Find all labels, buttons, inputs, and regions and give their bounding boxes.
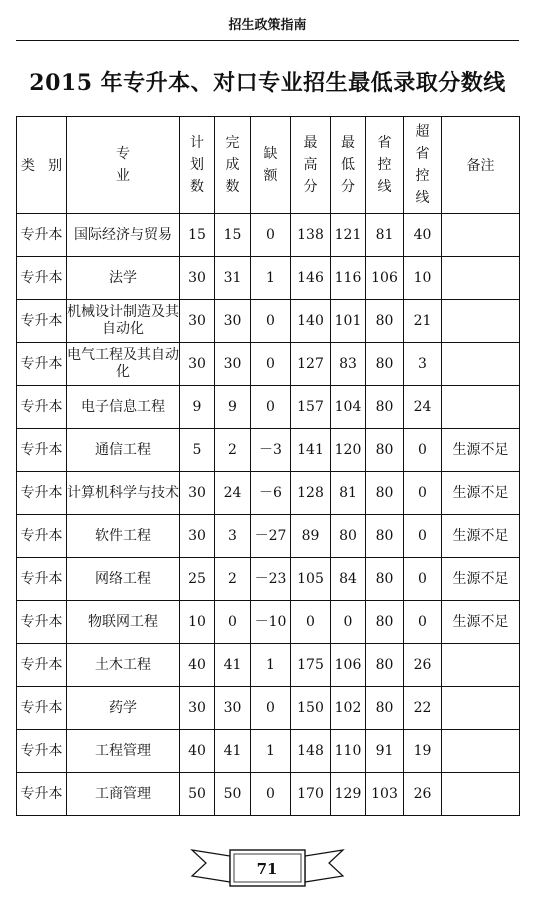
cell-category: 专升本 [17,644,67,687]
cell-completed: 15 [215,214,251,257]
cell-major: 通信工程 [67,429,180,472]
cell-plan: 30 [180,343,215,386]
cell-major: 工程管理 [67,730,180,773]
cell-min-score: 121 [331,214,366,257]
cell-max-score: 128 [291,472,331,515]
cell-min-score: 129 [331,773,366,816]
cell-remark [442,386,520,429]
header-max-score: 最 高 分 [291,117,331,214]
cell-min-score: 120 [331,429,366,472]
header-remark: 备注 [442,117,520,214]
cell-min-score: 84 [331,558,366,601]
cell-major: 药学 [67,687,180,730]
cell-plan: 5 [180,429,215,472]
cell-remark [442,214,520,257]
cell-remark: 生源不足 [442,429,520,472]
cell-plan: 25 [180,558,215,601]
cell-above-line: 21 [404,300,442,343]
cell-min-score: 104 [331,386,366,429]
cell-shortfall: 1 [251,257,291,300]
cell-completed: 3 [215,515,251,558]
cell-plan: 40 [180,644,215,687]
cell-min-score: 102 [331,687,366,730]
cell-min-score: 106 [331,644,366,687]
cell-max-score: 105 [291,558,331,601]
cell-completed: 0 [215,601,251,644]
cell-category: 专升本 [17,601,67,644]
cell-shortfall: 0 [251,300,291,343]
cell-above-line: 0 [404,472,442,515]
cell-max-score: 150 [291,687,331,730]
cell-above-line: 26 [404,773,442,816]
cell-major: 国际经济与贸易 [67,214,180,257]
table-header-row [17,117,520,214]
cell-shortfall: －6 [251,472,291,515]
cell-remark [442,644,520,687]
cell-control-line: 106 [366,257,404,300]
cell-plan: 30 [180,515,215,558]
cell-category: 专升本 [17,687,67,730]
cell-plan: 10 [180,601,215,644]
header-major: 专 业 [67,117,180,214]
cell-plan: 30 [180,257,215,300]
page-title: 2015 年专升本、对口专业招生最低录取分数线 [29,70,506,96]
cell-control-line: 91 [366,730,404,773]
cell-category: 专升本 [17,773,67,816]
cell-major: 电气工程及其自动化 [67,343,180,386]
cell-remark [442,773,520,816]
cell-min-score: 116 [331,257,366,300]
cell-category: 专升本 [17,300,67,343]
cell-category: 专升本 [17,730,67,773]
cell-category: 专升本 [17,472,67,515]
cell-shortfall: －27 [251,515,291,558]
cell-above-line: 0 [404,515,442,558]
cell-major: 物联网工程 [67,601,180,644]
header-control-line: 省 控 线 [366,117,404,214]
cell-control-line: 80 [366,558,404,601]
page-number: 71 [256,860,278,878]
cell-min-score: 0 [331,601,366,644]
table-row [17,257,520,300]
cell-min-score: 83 [331,343,366,386]
table-row [17,515,520,558]
cell-max-score: 175 [291,644,331,687]
cell-major: 电子信息工程 [67,386,180,429]
cell-category: 专升本 [17,214,67,257]
cell-plan: 50 [180,773,215,816]
cell-shortfall: －10 [251,601,291,644]
table-row [17,601,520,644]
cell-shortfall: 0 [251,214,291,257]
cell-remark: 生源不足 [442,472,520,515]
cell-above-line: 3 [404,343,442,386]
cell-completed: 50 [215,773,251,816]
cell-max-score: 170 [291,773,331,816]
cell-max-score: 141 [291,429,331,472]
cell-remark: 生源不足 [442,601,520,644]
cell-above-line: 0 [404,558,442,601]
cell-above-line: 19 [404,730,442,773]
cell-remark: 生源不足 [442,558,520,601]
cell-category: 专升本 [17,429,67,472]
cell-shortfall: 0 [251,687,291,730]
running-header: 招生政策指南 [228,18,307,33]
cell-remark [442,343,520,386]
cell-plan: 15 [180,214,215,257]
cell-min-score: 110 [331,730,366,773]
cell-plan: 30 [180,687,215,730]
cell-shortfall: 1 [251,644,291,687]
cell-max-score: 157 [291,386,331,429]
cell-remark [442,687,520,730]
cell-control-line: 103 [366,773,404,816]
cell-max-score: 127 [291,343,331,386]
cell-control-line: 80 [366,386,404,429]
header-min-score: 最 低 分 [331,117,366,214]
cell-major: 工商管理 [67,773,180,816]
cell-max-score: 146 [291,257,331,300]
cell-plan: 30 [180,472,215,515]
cell-category: 专升本 [17,558,67,601]
header-divider [16,40,519,41]
cell-plan: 9 [180,386,215,429]
cell-major: 网络工程 [67,558,180,601]
score-table [16,116,520,816]
cell-remark [442,730,520,773]
cell-major: 土木工程 [67,644,180,687]
cell-major: 软件工程 [67,515,180,558]
cell-completed: 41 [215,730,251,773]
cell-max-score: 148 [291,730,331,773]
header-plan: 计 划 数 [180,117,215,214]
cell-control-line: 80 [366,644,404,687]
cell-remark: 生源不足 [442,515,520,558]
cell-above-line: 0 [404,429,442,472]
cell-completed: 30 [215,300,251,343]
cell-max-score: 140 [291,300,331,343]
cell-category: 专升本 [17,386,67,429]
cell-shortfall: －23 [251,558,291,601]
table-row [17,730,520,773]
cell-min-score: 101 [331,300,366,343]
table-row [17,558,520,601]
cell-min-score: 80 [331,515,366,558]
cell-major: 机械设计制造及其自动化 [67,300,180,343]
cell-max-score: 89 [291,515,331,558]
table-row [17,429,520,472]
cell-remark [442,257,520,300]
cell-major: 计算机科学与技术 [67,472,180,515]
cell-above-line: 26 [404,644,442,687]
cell-control-line: 80 [366,515,404,558]
cell-category: 专升本 [17,343,67,386]
cell-above-line: 40 [404,214,442,257]
cell-category: 专升本 [17,515,67,558]
cell-completed: 30 [215,343,251,386]
header-above-line: 超 省 控 线 [404,117,442,214]
cell-control-line: 80 [366,687,404,730]
cell-shortfall: －3 [251,429,291,472]
table-row [17,644,520,687]
table-row [17,343,520,386]
cell-completed: 41 [215,644,251,687]
cell-control-line: 80 [366,429,404,472]
cell-completed: 30 [215,687,251,730]
header-category: 类 别 [17,117,67,214]
table-row [17,472,520,515]
header-shortfall: 缺 额 [251,117,291,214]
cell-completed: 2 [215,429,251,472]
cell-shortfall: 0 [251,773,291,816]
table-row [17,386,520,429]
cell-shortfall: 1 [251,730,291,773]
cell-completed: 24 [215,472,251,515]
cell-completed: 9 [215,386,251,429]
cell-control-line: 80 [366,601,404,644]
cell-above-line: 10 [404,257,442,300]
table-body [17,214,520,816]
table-row [17,687,520,730]
cell-plan: 30 [180,300,215,343]
cell-shortfall: 0 [251,343,291,386]
cell-plan: 40 [180,730,215,773]
cell-remark [442,300,520,343]
cell-min-score: 81 [331,472,366,515]
cell-max-score: 0 [291,601,331,644]
cell-control-line: 80 [366,343,404,386]
header-completed: 完 成 数 [215,117,251,214]
cell-category: 专升本 [17,257,67,300]
cell-control-line: 80 [366,472,404,515]
table-row [17,214,520,257]
cell-max-score: 138 [291,214,331,257]
cell-above-line: 24 [404,386,442,429]
cell-shortfall: 0 [251,386,291,429]
cell-control-line: 81 [366,214,404,257]
cell-above-line: 22 [404,687,442,730]
cell-above-line: 0 [404,601,442,644]
cell-completed: 2 [215,558,251,601]
cell-control-line: 80 [366,300,404,343]
table-row [17,300,520,343]
cell-completed: 31 [215,257,251,300]
cell-major: 法学 [67,257,180,300]
table-row [17,773,520,816]
